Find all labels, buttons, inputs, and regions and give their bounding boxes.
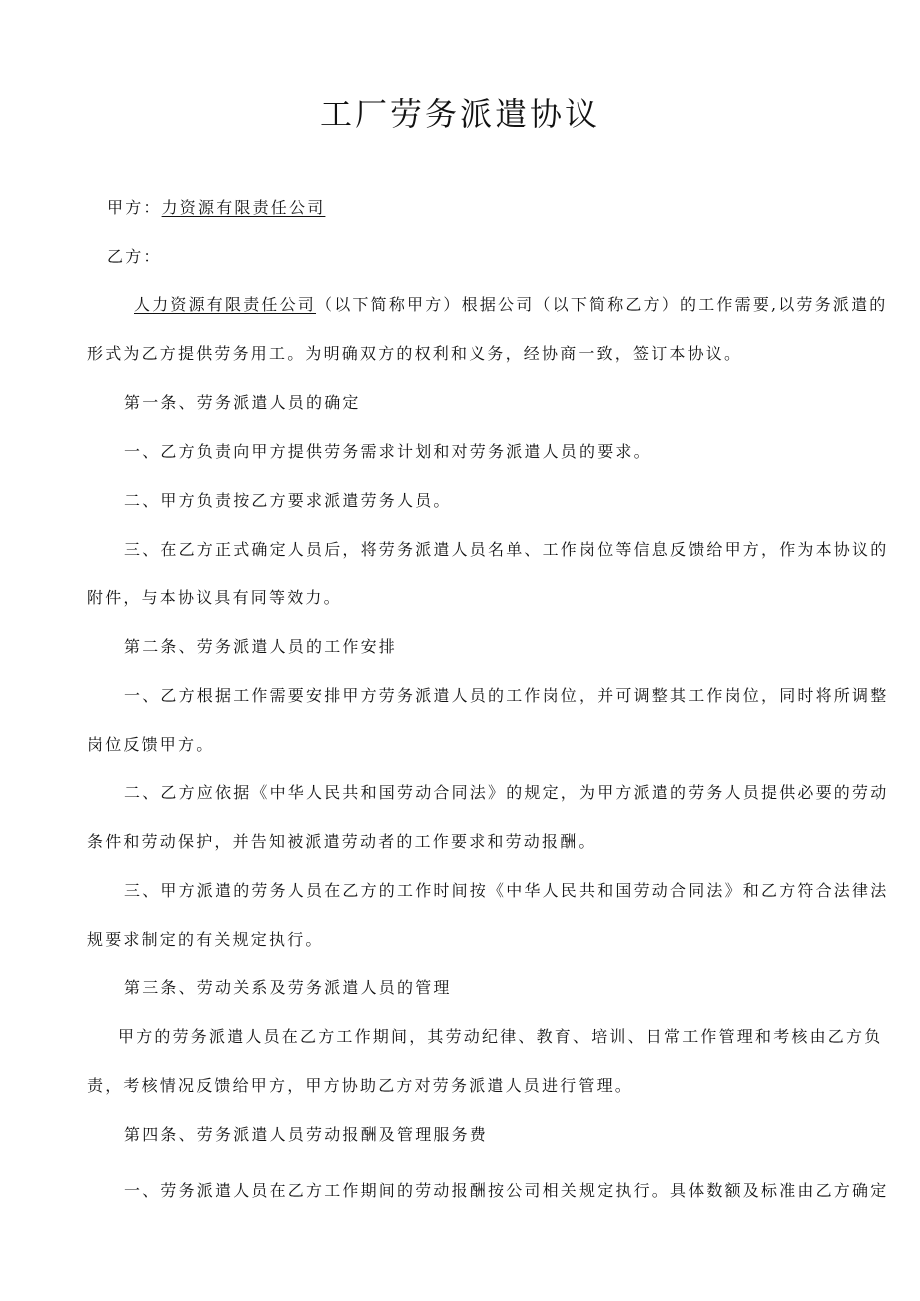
article-3-body-line-2: 责，考核情况反馈给甲方，甲方协助乙方对劳务派遣人员进行管理。 (87, 1076, 634, 1095)
party-a-line (107, 197, 325, 219)
article-1-item-3-line-2: 附件，与本协议具有同等效力。 (87, 588, 342, 607)
party-a-label: 甲方： (107, 198, 162, 217)
article-2-item-2-line-1: 二、乙方应依据《中华人民共和国劳动合同法》的规定，为甲方派遣的劳务人员提供必要的劳动 (124, 783, 889, 802)
article-1-item-1: 一、乙方负责向甲方提供劳务需求计划和对劳务派遣人员的要求。 (124, 442, 652, 461)
article-4-item-1-line-1: 一、劳务派遣人员在乙方工作期间的劳动报酬按公司相关规定执行。具体数额及标准由乙方确定 (124, 1181, 889, 1200)
party-a-name: 力资源有限责任公司 (161, 198, 326, 217)
document-title: 工厂劳务派遣协议 (319, 95, 600, 133)
intro-line-2: 形式为乙方提供劳务用工。为明确双方的权利和义务，经协商一致，签订本协议。 (87, 344, 743, 363)
article-2-item-1-line-1: 一、乙方根据工作需要安排甲方劳务派遣人员的工作岗位，并可调整其工作岗位，同时将所调整 (124, 686, 889, 705)
intro-company-name: 人力资源有限责任公司 (134, 295, 317, 314)
article-2-item-3-line-1: 三、甲方派遣的劳务人员在乙方的工作时间按《中华人民共和国劳动合同法》和乙方符合法律法 (124, 881, 889, 900)
article-2-item-3-line-2: 规要求制定的有关规定执行。 (87, 930, 324, 949)
article-4-heading: 第四条、劳务派遣人员劳动报酬及管理服务费 (124, 1125, 489, 1144)
article-3-heading: 第三条、劳动关系及劳务派遣人员的管理 (124, 978, 452, 997)
article-1-heading: 第一条、劳务派遣人员的确定 (124, 393, 361, 412)
article-1-item-3-line-1: 三、在乙方正式确定人员后，将劳务派遣人员名单、工作岗位等信息反馈给甲方，作为本协议的 (124, 540, 889, 559)
article-3-body-line-1: 甲方的劳务派遣人员在乙方工作期间，其劳动纪律、教育、培训、日常工作管理和考核由乙方负 (118, 1027, 883, 1046)
article-2-item-1-line-2: 岗位反馈甲方。 (87, 735, 215, 754)
article-1-item-2: 二、甲方负责按乙方要求派遣劳务人员。 (124, 491, 452, 510)
intro-line-1-rest: （以下简称甲方）根据公司（以下简称乙方）的工作需要,以劳务派遣的 (316, 295, 888, 314)
article-2-item-2-line-2: 条件和劳动保护，并告知被派遣劳动者的工作要求和劳动报酬。 (87, 832, 597, 851)
article-2-heading: 第二条、劳务派遣人员的工作安排 (124, 637, 398, 656)
intro-line-1 (134, 294, 888, 316)
party-b-label: 乙方： (107, 247, 162, 266)
